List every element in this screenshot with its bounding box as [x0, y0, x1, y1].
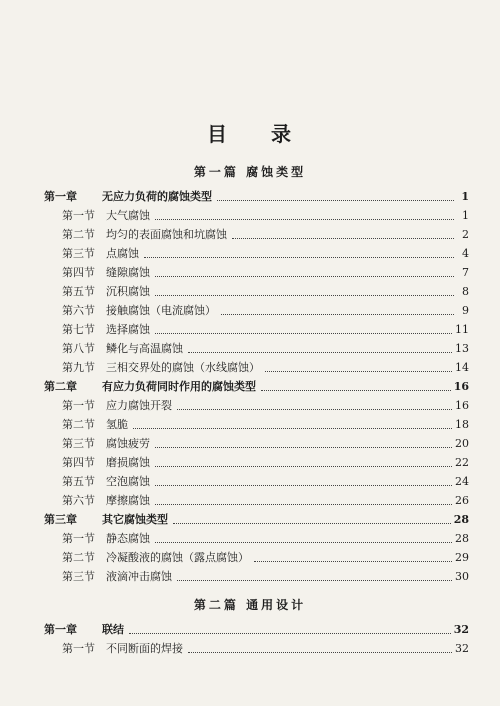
toc-entry-chapter: [44, 186, 469, 204]
dot-leader: [155, 466, 452, 467]
toc-entry-page: 1: [462, 209, 469, 222]
toc-entry-page: 24: [455, 475, 469, 488]
toc-entry-label: 第二节: [62, 418, 95, 431]
dot-leader: [173, 523, 451, 524]
toc-entry-page: 22: [455, 456, 469, 469]
toc-entry-page: 32: [453, 623, 469, 636]
dot-leader: [177, 580, 452, 581]
toc-entry-label: 第一节: [62, 399, 95, 412]
toc-entry-label: 第五节: [62, 285, 95, 298]
dot-leader: [177, 409, 452, 410]
toc-entry-page: 1: [461, 190, 469, 203]
toc-entry-label: 第九节: [62, 361, 95, 374]
toc-entry-title: 三相交界处的腐蚀（水线腐蚀）: [106, 361, 260, 374]
dot-leader: [217, 200, 454, 201]
toc-entry-title: 大气腐蚀: [106, 209, 150, 222]
toc-entry-page: 16: [453, 380, 469, 393]
toc-entry-title: 摩擦腐蚀: [106, 494, 150, 507]
part-heading-1: 第一篇 腐蚀类型: [193, 165, 307, 179]
toc-entry-title: 应力腐蚀开裂: [106, 399, 172, 412]
toc-entry-page: 28: [453, 513, 469, 526]
toc-entry-page: 2: [462, 228, 469, 241]
toc-entry-title: 均匀的表面腐蚀和坑腐蚀: [106, 228, 227, 241]
toc-entry-section: [62, 338, 469, 356]
toc-entry-chapter: [44, 376, 469, 394]
toc-entry-section: [62, 528, 469, 546]
dot-leader: [129, 633, 451, 634]
toc-entry-title: 液滴冲击腐蚀: [106, 570, 172, 583]
toc-entry-title: 缝隙腐蚀: [106, 266, 150, 279]
dot-leader: [133, 428, 452, 429]
toc-entry-section: [62, 243, 469, 261]
toc-entry-page: 20: [455, 437, 469, 450]
dot-leader: [155, 295, 454, 296]
toc-entry-page: 32: [455, 642, 469, 655]
toc-entry-title: 联结: [102, 623, 124, 636]
toc-entry-label: 第三章: [44, 513, 77, 526]
toc-entry-title: 有应力负荷同时作用的腐蚀类型: [102, 380, 256, 393]
toc-entry-label: 第一章: [44, 623, 77, 636]
toc-title-char-2: 录: [271, 122, 293, 146]
toc-entry-section: [62, 300, 469, 318]
toc-title-char-1: 目: [207, 122, 229, 146]
part-heading-2: 第二篇 通用设计: [193, 598, 307, 612]
toc-entry-title: 氢脆: [106, 418, 128, 431]
dot-leader: [155, 542, 452, 543]
toc-entry-page: 16: [455, 399, 469, 412]
toc-entry-label: 第一章: [44, 190, 77, 203]
toc-entry-label: 第七节: [62, 323, 95, 336]
dot-leader: [188, 352, 452, 353]
toc-entry-page: 11: [455, 323, 469, 336]
toc-entry-page: 18: [455, 418, 469, 431]
toc-entry-label: 第六节: [62, 494, 95, 507]
toc-entry-section: [62, 433, 469, 451]
dot-leader: [261, 390, 451, 391]
toc-entry-section: [62, 547, 469, 565]
toc-entry-label: 第一节: [62, 209, 95, 222]
toc-entry-chapter: [44, 509, 469, 527]
toc-entry-label: 第八节: [62, 342, 95, 355]
toc-entry-section: [62, 319, 469, 337]
toc-entry-section: [62, 205, 469, 223]
toc-entry-label: 第三节: [62, 437, 95, 450]
toc-entry-page: 28: [455, 532, 469, 545]
toc-entry-section: [62, 395, 469, 413]
toc-entry-label: 第五节: [62, 475, 95, 488]
toc-entry-section: [62, 566, 469, 584]
toc-entry-title: 选择腐蚀: [106, 323, 150, 336]
toc-entry-page: 4: [462, 247, 469, 260]
toc-entry-section: [62, 414, 469, 432]
toc-entry-page: 7: [462, 266, 469, 279]
toc-entry-page: 13: [455, 342, 469, 355]
toc-entry-label: 第一节: [62, 642, 95, 655]
toc-entry-title: 点腐蚀: [106, 247, 139, 260]
dot-leader: [155, 276, 454, 277]
toc-entry-title: 沉积腐蚀: [106, 285, 150, 298]
dot-leader: [265, 371, 452, 372]
toc-entry-label: 第四节: [62, 266, 95, 279]
toc-entry-title: 其它腐蚀类型: [102, 513, 168, 526]
toc-entry-label: 第二节: [62, 228, 95, 241]
dot-leader: [155, 219, 454, 220]
toc-entry-page: 30: [455, 570, 469, 583]
toc-entry-section: [62, 357, 469, 375]
toc-entry-label: 第二章: [44, 380, 77, 393]
toc-entry-section: [62, 490, 469, 508]
toc-entry-title: 接触腐蚀（电流腐蚀）: [106, 304, 216, 317]
dot-leader: [188, 652, 452, 653]
toc-entry-section: [62, 638, 469, 656]
toc-entry-title: 空泡腐蚀: [106, 475, 150, 488]
toc-entry-page: 29: [455, 551, 469, 564]
dot-leader: [254, 561, 452, 562]
toc-entry-page: 9: [462, 304, 469, 317]
toc-entry-label: 第三节: [62, 570, 95, 583]
toc-entry-label: 第三节: [62, 247, 95, 260]
toc-entry-page: 8: [462, 285, 469, 298]
dot-leader: [232, 238, 454, 239]
dot-leader: [155, 333, 452, 334]
toc-entry-title: 无应力负荷的腐蚀类型: [102, 190, 212, 203]
toc-entry-page: 26: [455, 494, 469, 507]
toc-entry-title: 磨损腐蚀: [106, 456, 150, 469]
toc-entry-label: 第四节: [62, 456, 95, 469]
toc-entry-label: 第六节: [62, 304, 95, 317]
toc-entry-title: 不同断面的焊接: [106, 642, 183, 655]
toc-entry-title: 冷凝酸液的腐蚀（露点腐蚀）: [106, 551, 249, 564]
toc-entry-title: 静态腐蚀: [106, 532, 150, 545]
dot-leader: [155, 485, 452, 486]
toc-entry-chapter: [44, 619, 469, 637]
toc-entry-title: 鳞化与高温腐蚀: [106, 342, 183, 355]
dot-leader: [144, 257, 454, 258]
toc-entry-section: [62, 471, 469, 489]
toc-entry-title: 腐蚀疲劳: [106, 437, 150, 450]
toc-entry-section: [62, 262, 469, 280]
toc-entry-section: [62, 452, 469, 470]
toc-entry-label: 第二节: [62, 551, 95, 564]
dot-leader: [155, 504, 452, 505]
toc-entry-section: [62, 224, 469, 242]
toc-title: [0, 118, 500, 147]
dot-leader: [155, 447, 452, 448]
toc-entry-section: [62, 281, 469, 299]
toc-entry-page: 14: [455, 361, 469, 374]
toc-entry-label: 第一节: [62, 532, 95, 545]
dot-leader: [221, 314, 454, 315]
